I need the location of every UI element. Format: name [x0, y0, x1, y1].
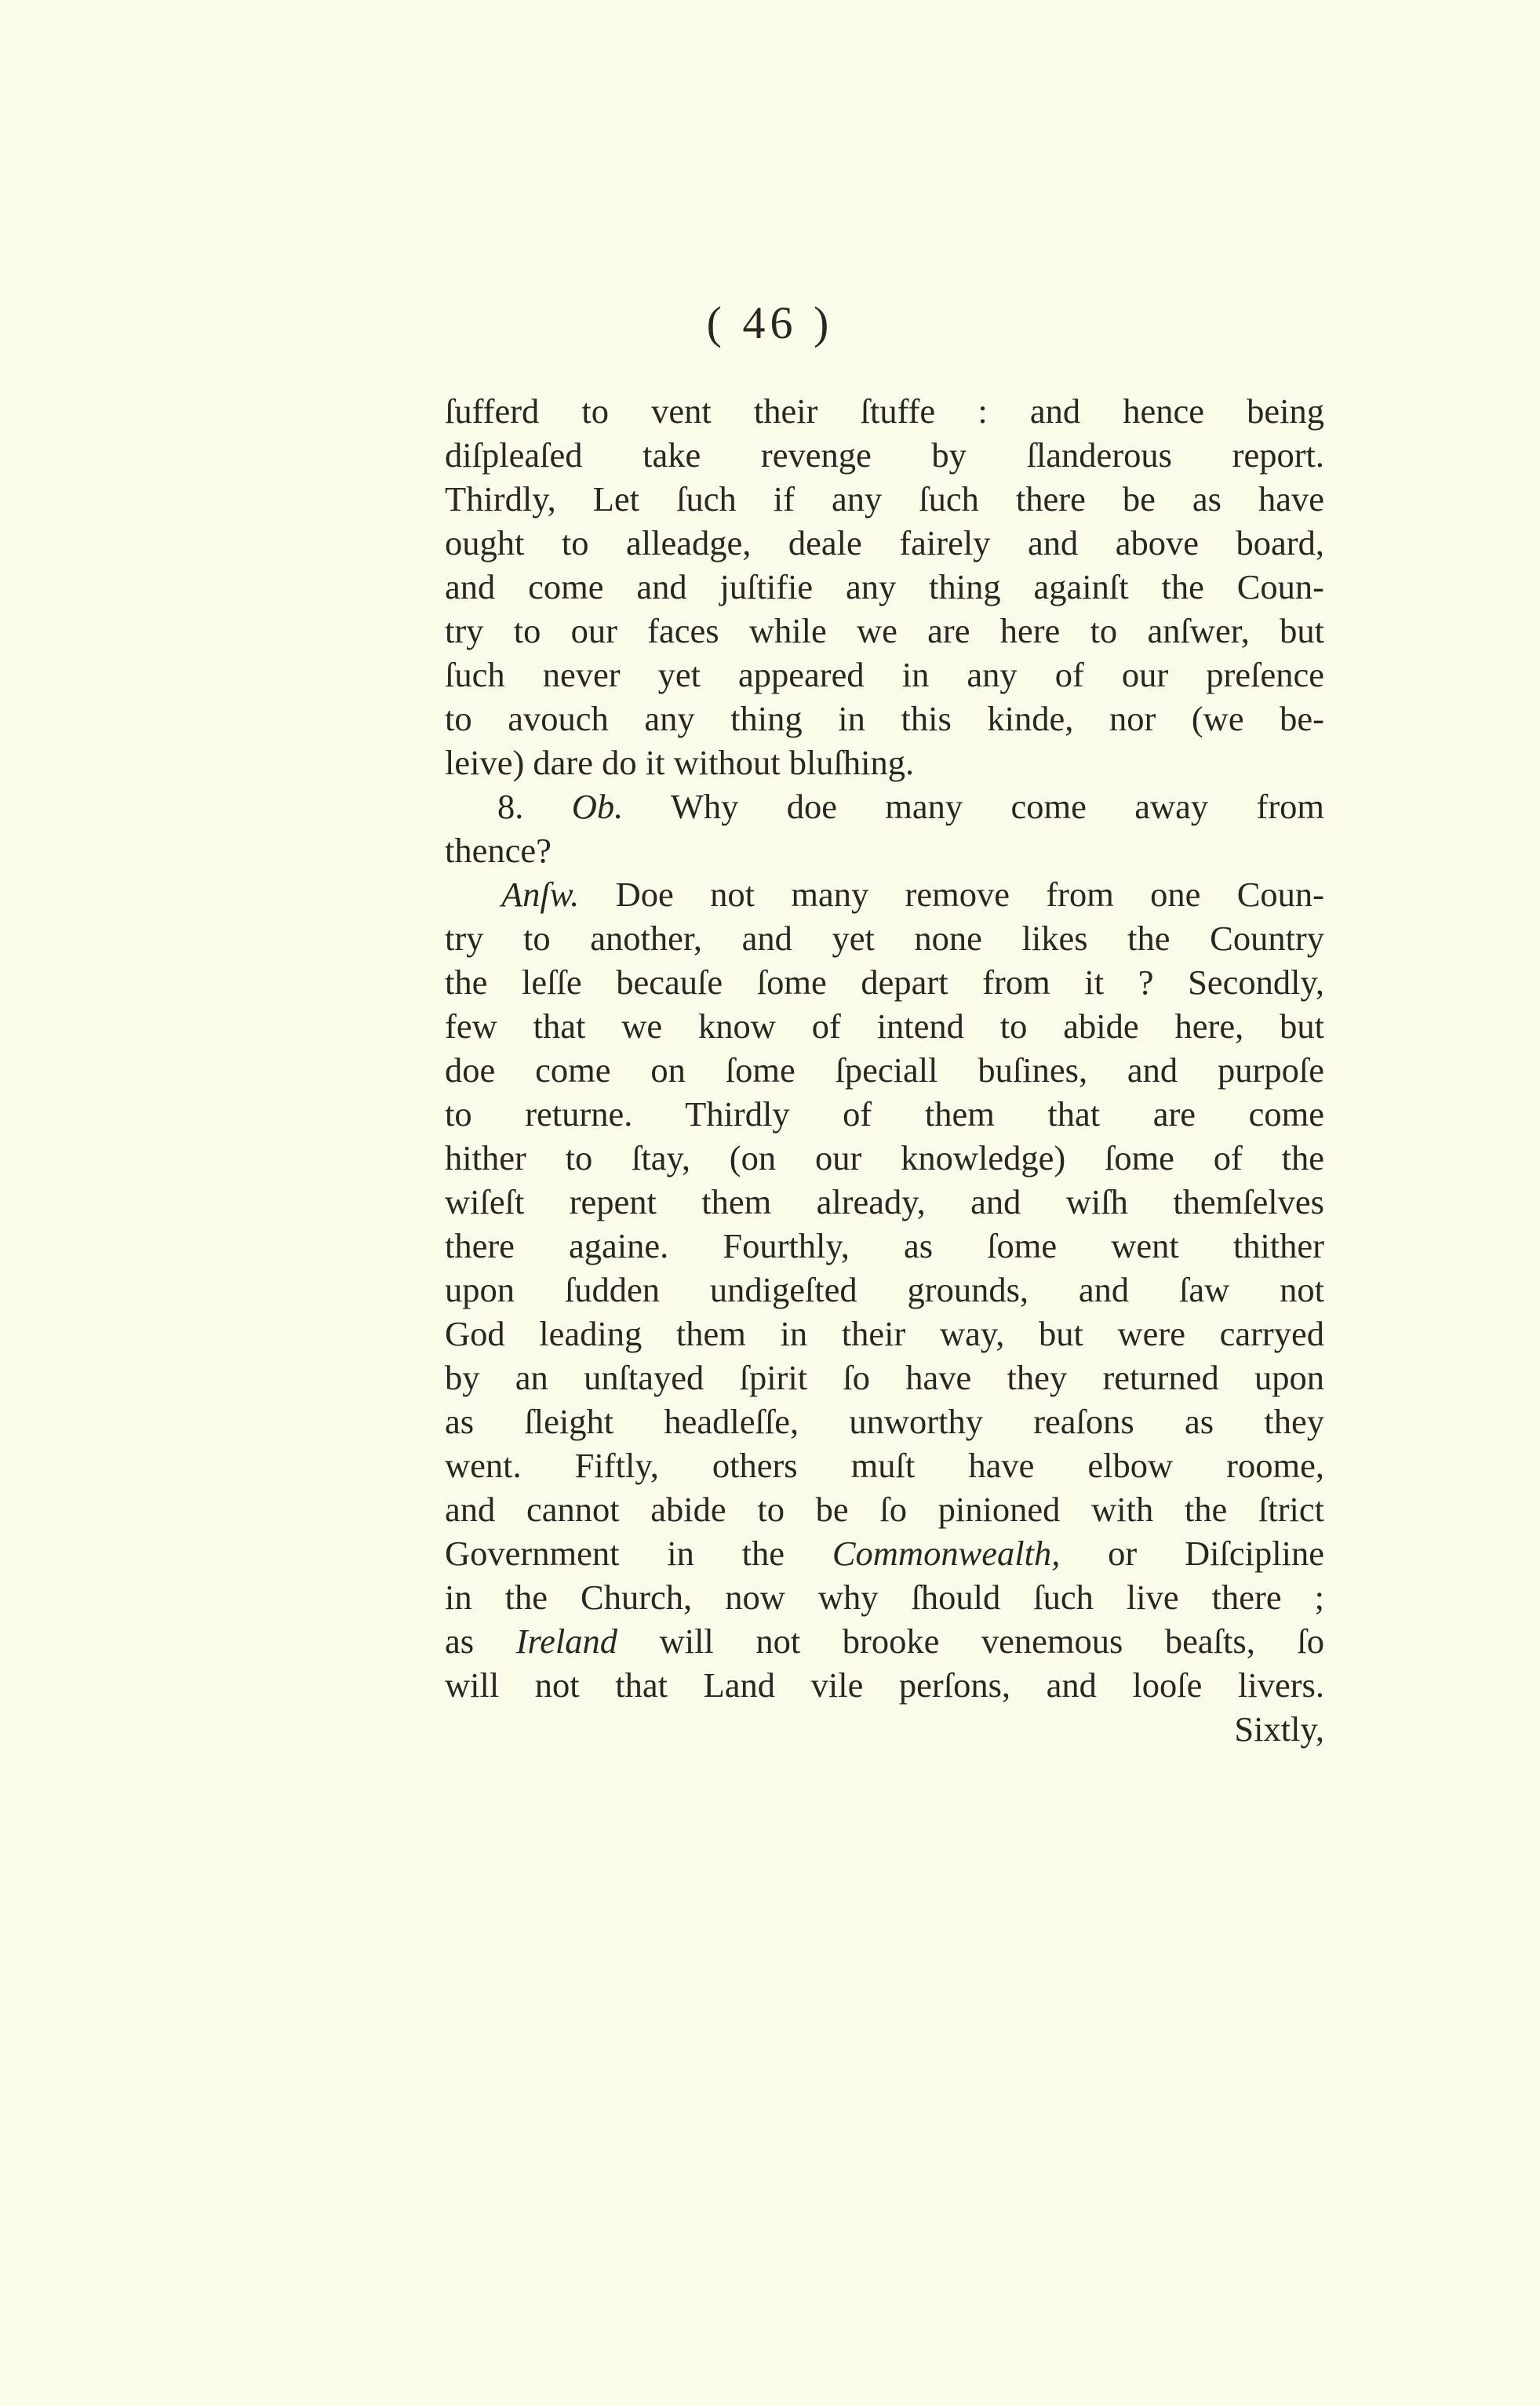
text-line: will not that Land vile perſons, and looſe livers.: [445, 1665, 1324, 1705]
text-line: in the Church, now why ſhould ſuch live there ;: [445, 1578, 1324, 1617]
objection-label: Ob.: [571, 787, 624, 826]
text-line: ſufferd to vent their ſtuffe : and hence being: [445, 391, 1324, 431]
objection-line: [445, 784, 1324, 828]
answer-line: [445, 872, 1324, 916]
text-line: the leſſe becauſe ſome depart from it ? Secondly,: [445, 963, 1324, 1002]
text-line: [445, 1531, 1324, 1575]
text-segment: as: [445, 1622, 475, 1661]
text-line: hither to ſtay, (on our knowledge) ſome of the: [445, 1138, 1324, 1178]
objection-text: Why doe many come away from: [670, 787, 1325, 826]
italic-term: Commonwealth,: [832, 1534, 1061, 1573]
text-line: to returne. Thirdly of them that are come: [445, 1094, 1324, 1134]
text-line: ought to alleadge, deale fairely and above board,: [445, 523, 1324, 562]
italic-term: Ireland: [515, 1622, 617, 1661]
text-line: God leading them in their way, but were carryed: [445, 1314, 1324, 1353]
text-line: try to our faces while we are here to anſwer, but: [445, 611, 1324, 650]
text-line: thence?: [445, 831, 552, 870]
text-line: there againe. Fourthly, as ſome went thither: [445, 1226, 1324, 1265]
text-line: to avouch any thing in this kinde, nor (we be-: [445, 699, 1324, 738]
catchword: Sixtly,: [1234, 1709, 1324, 1749]
answer-text: Doe not many remove from one Coun-: [615, 875, 1324, 914]
text-line: [445, 1619, 1324, 1663]
text-line: Thirdly, Let ſuch if any ſuch there be as have: [445, 479, 1324, 519]
page-number: ( 46 ): [706, 297, 834, 348]
objection-number: 8.: [497, 787, 524, 826]
text-line: try to another, and yet none likes the Country: [445, 919, 1324, 958]
text-line: as ſleight headleſſe, unworthy reaſons as they: [445, 1402, 1324, 1441]
text-line: ſuch never yet appeared in any of our preſence: [445, 655, 1324, 694]
body-text: [445, 389, 1324, 1751]
text-line: leive) dare do it without bluſhing.: [445, 743, 915, 782]
text-line: and cannot abide to be ſo pinioned with the ſtrict: [445, 1490, 1324, 1529]
text-line: upon ſudden undigeſted grounds, and ſaw not: [445, 1270, 1324, 1309]
text-line: diſpleaſed take revenge by ſlanderous report.: [445, 435, 1324, 475]
text-line: few that we know of intend to abide here, but: [445, 1006, 1324, 1046]
text-line: doe come on ſome ſpeciall buſines, and purpoſe: [445, 1050, 1324, 1090]
text-segment: will not brooke venemous beaſts, ſo: [659, 1622, 1324, 1661]
text-line: went. Fiftly, others muſt have elbow roome,: [445, 1446, 1324, 1485]
text-line: wiſeſt repent them already, and wiſh themſelves: [445, 1182, 1324, 1221]
text-line: and come and juſtifie any thing againſt the Coun-: [445, 567, 1324, 606]
answer-label: Anſw.: [501, 875, 580, 914]
text-segment: Government in the: [445, 1534, 785, 1573]
text-line: by an unſtayed ſpirit ſo have they returned upon: [445, 1358, 1324, 1397]
text-segment: or Diſcipline: [1108, 1534, 1325, 1573]
